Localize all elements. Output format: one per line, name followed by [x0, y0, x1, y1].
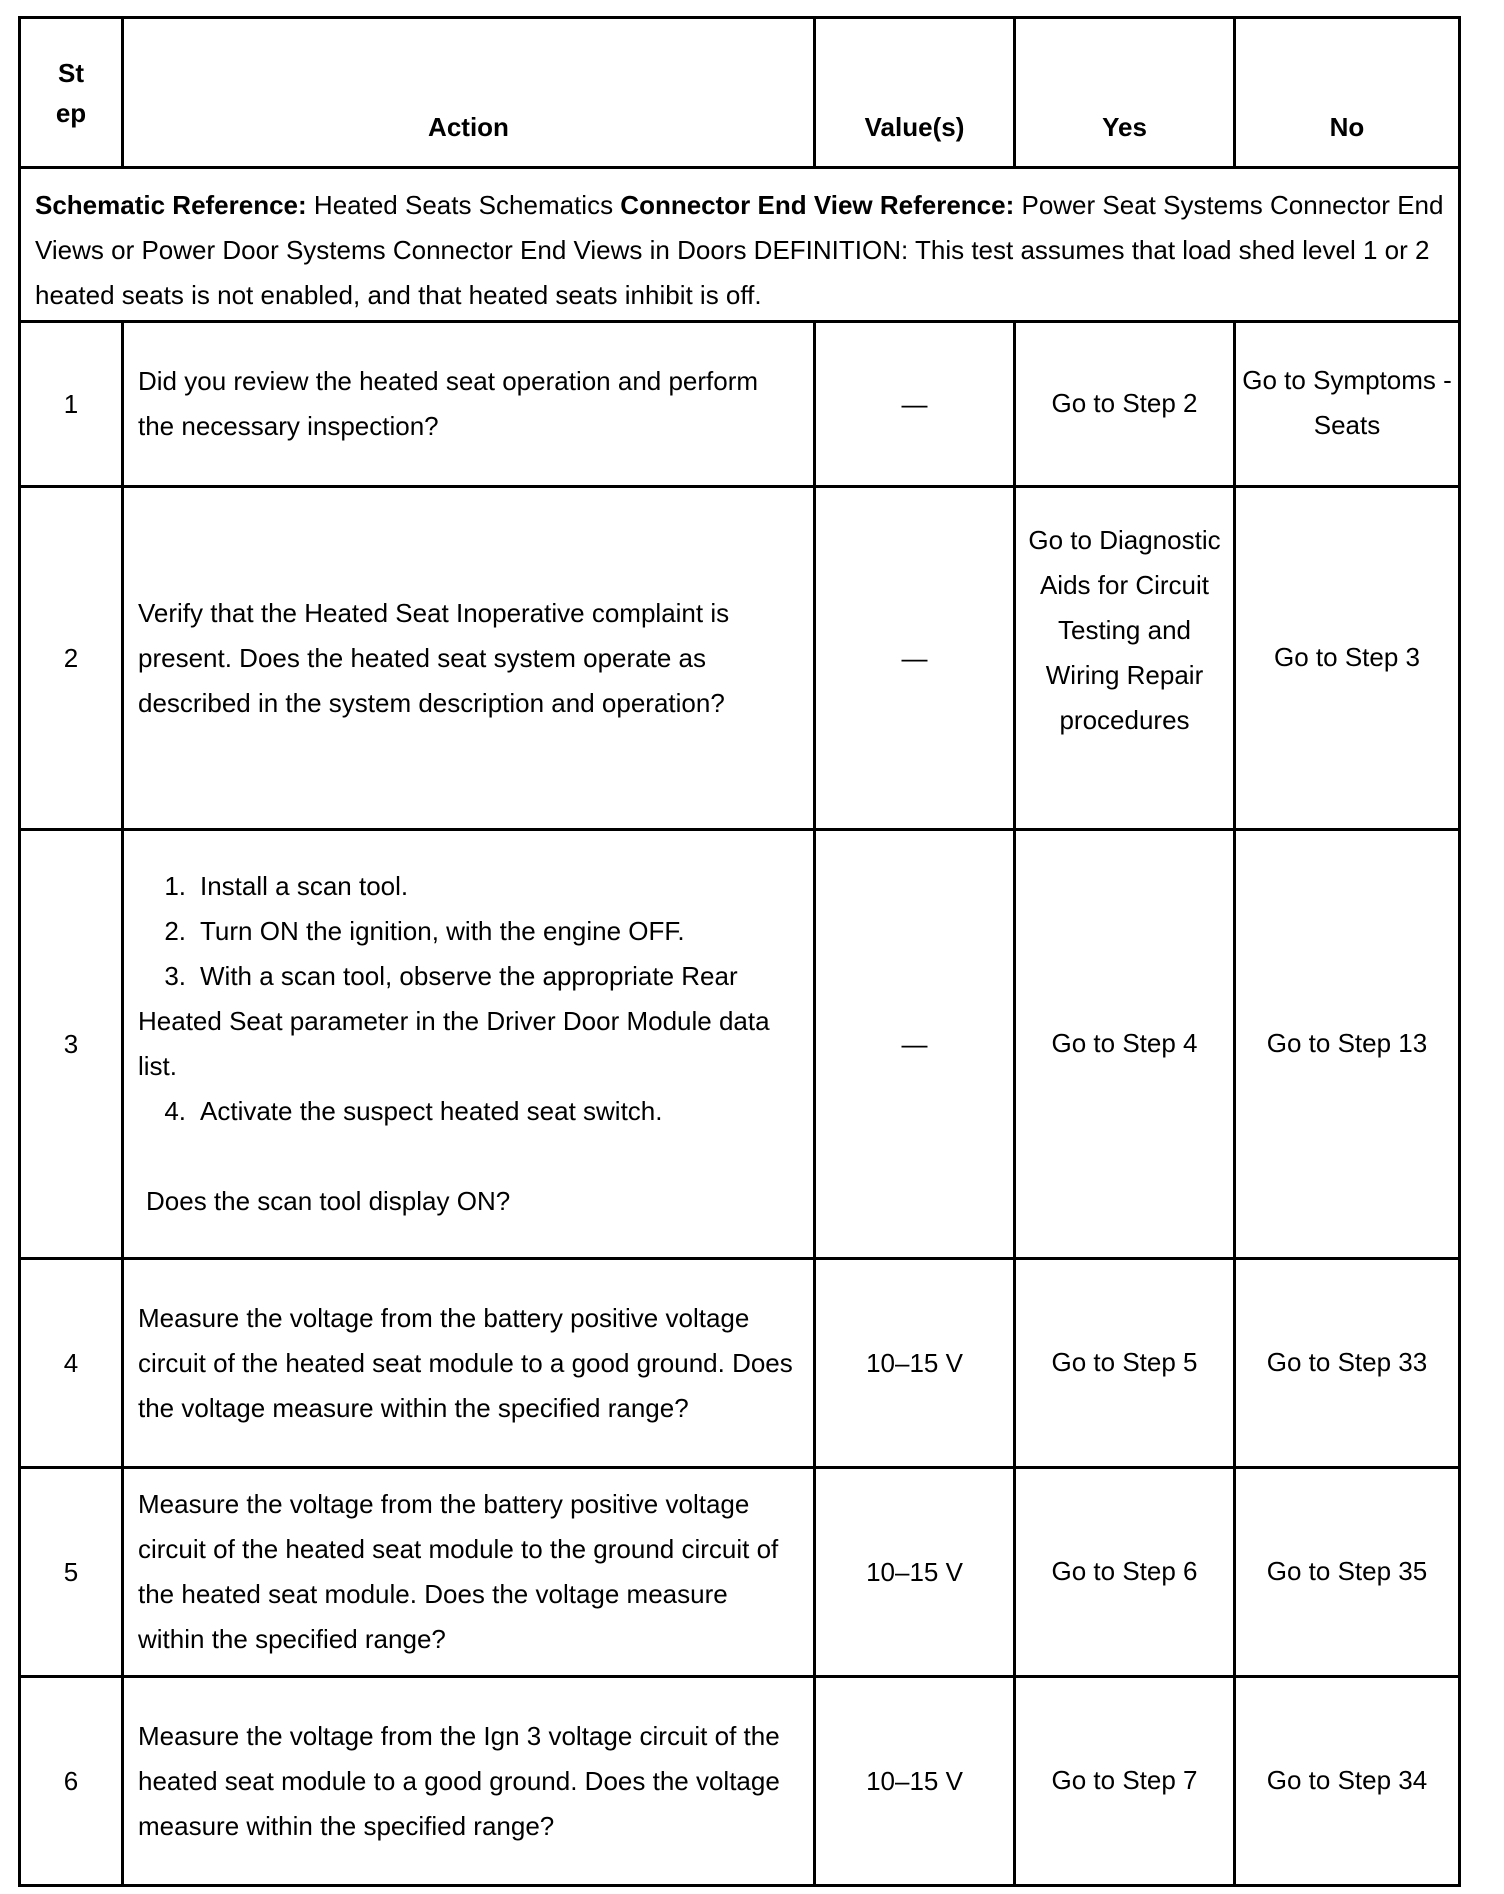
header-yes: Yes [1015, 18, 1235, 168]
action-text: Measure the voltage from the battery positive voltage circuit of the heated seat module to the ground circuit of the heated seat module. Does the voltage measure within the specified range? [123, 1468, 815, 1677]
action-list [123, 830, 815, 1259]
action-text: Verify that the Heated Seat Inoperative complaint is present. Does the heated seat system operate as described in the system description and operation? [123, 487, 815, 830]
action-text: Measure the voltage from the Ign 3 voltage circuit of the heated seat module to a good ground. Does the voltage measure within the specified range? [123, 1677, 815, 1886]
value-text: — [815, 830, 1015, 1259]
yes-result: Go to Step 6 [1015, 1468, 1235, 1677]
value-text: — [815, 322, 1015, 487]
no-result: Go to Step 35 [1235, 1468, 1460, 1677]
substep: 4. Activate the suspect heated seat switch. [164, 1096, 663, 1126]
step-number: 6 [20, 1677, 123, 1886]
table-row [20, 322, 1460, 487]
action-question: Does the scan tool display ON? [146, 1186, 511, 1216]
value-text: 10–15 V [815, 1677, 1015, 1886]
table-row [20, 1259, 1460, 1468]
substep: 2. Turn ON the ignition, with the engine OFF. [164, 916, 685, 946]
header-values: Value(s) [815, 18, 1015, 168]
header-no: No [1235, 18, 1460, 168]
step-number: 2 [20, 487, 123, 830]
header-step: St ep [20, 18, 123, 168]
no-result: Go to Step 3 [1235, 487, 1460, 830]
value-text: — [815, 487, 1015, 830]
table-row [20, 1677, 1460, 1886]
yes-result: Go to Step 5 [1015, 1259, 1235, 1468]
no-result: Go to Step 34 [1235, 1677, 1460, 1886]
substep: 1. Install a scan tool. [164, 871, 409, 901]
action-text: Did you review the heated seat operation and perform the necessary inspection? [123, 322, 815, 487]
step-number: 3 [20, 830, 123, 1259]
action-text: Measure the voltage from the battery positive voltage circuit of the heated seat module to a good ground. Does the voltage measure within the specified range? [123, 1259, 815, 1468]
no-result: Go to Symptoms - Seats [1235, 322, 1460, 487]
connector-label: Connector End View Reference: [620, 190, 1015, 220]
table-row [20, 1468, 1460, 1677]
yes-result: Go to Step 7 [1015, 1677, 1235, 1886]
no-result: Go to Step 33 [1235, 1259, 1460, 1468]
diagnostic-table [18, 16, 1461, 1887]
header-row [20, 18, 1460, 168]
value-text: 10–15 V [815, 1259, 1015, 1468]
schematic-text: Heated Seats Schematics [306, 190, 621, 220]
no-result: Go to Step 13 [1235, 830, 1460, 1259]
step-number: 1 [20, 322, 123, 487]
substep: 3. With a scan tool, observe the appropriate Rear Heated Seat parameter in the Driver Door Module data list. [138, 961, 770, 1081]
schematic-label: Schematic Reference: [35, 190, 307, 220]
yes-result: Go to Diagnostic Aids for Circuit Testing and Wiring Repair procedures [1015, 487, 1235, 830]
value-text: 10–15 V [815, 1468, 1015, 1677]
step-number: 5 [20, 1468, 123, 1677]
reference-row [20, 168, 1460, 322]
connector-text: Power Seat Systems Connector End Views or Power Door Systems Connector End Views in Doors DEFINITION: This test assumes that load shed level 1 or 2 heated seats is not enabled, and that heated seats inhibit is off. [35, 190, 1444, 310]
yes-result: Go to Step 2 [1015, 322, 1235, 487]
table-row [20, 830, 1460, 1259]
header-action: Action [123, 18, 815, 168]
table-row [20, 487, 1460, 830]
reference-text [20, 168, 1460, 322]
step-number: 4 [20, 1259, 123, 1468]
yes-result: Go to Step 4 [1015, 830, 1235, 1259]
